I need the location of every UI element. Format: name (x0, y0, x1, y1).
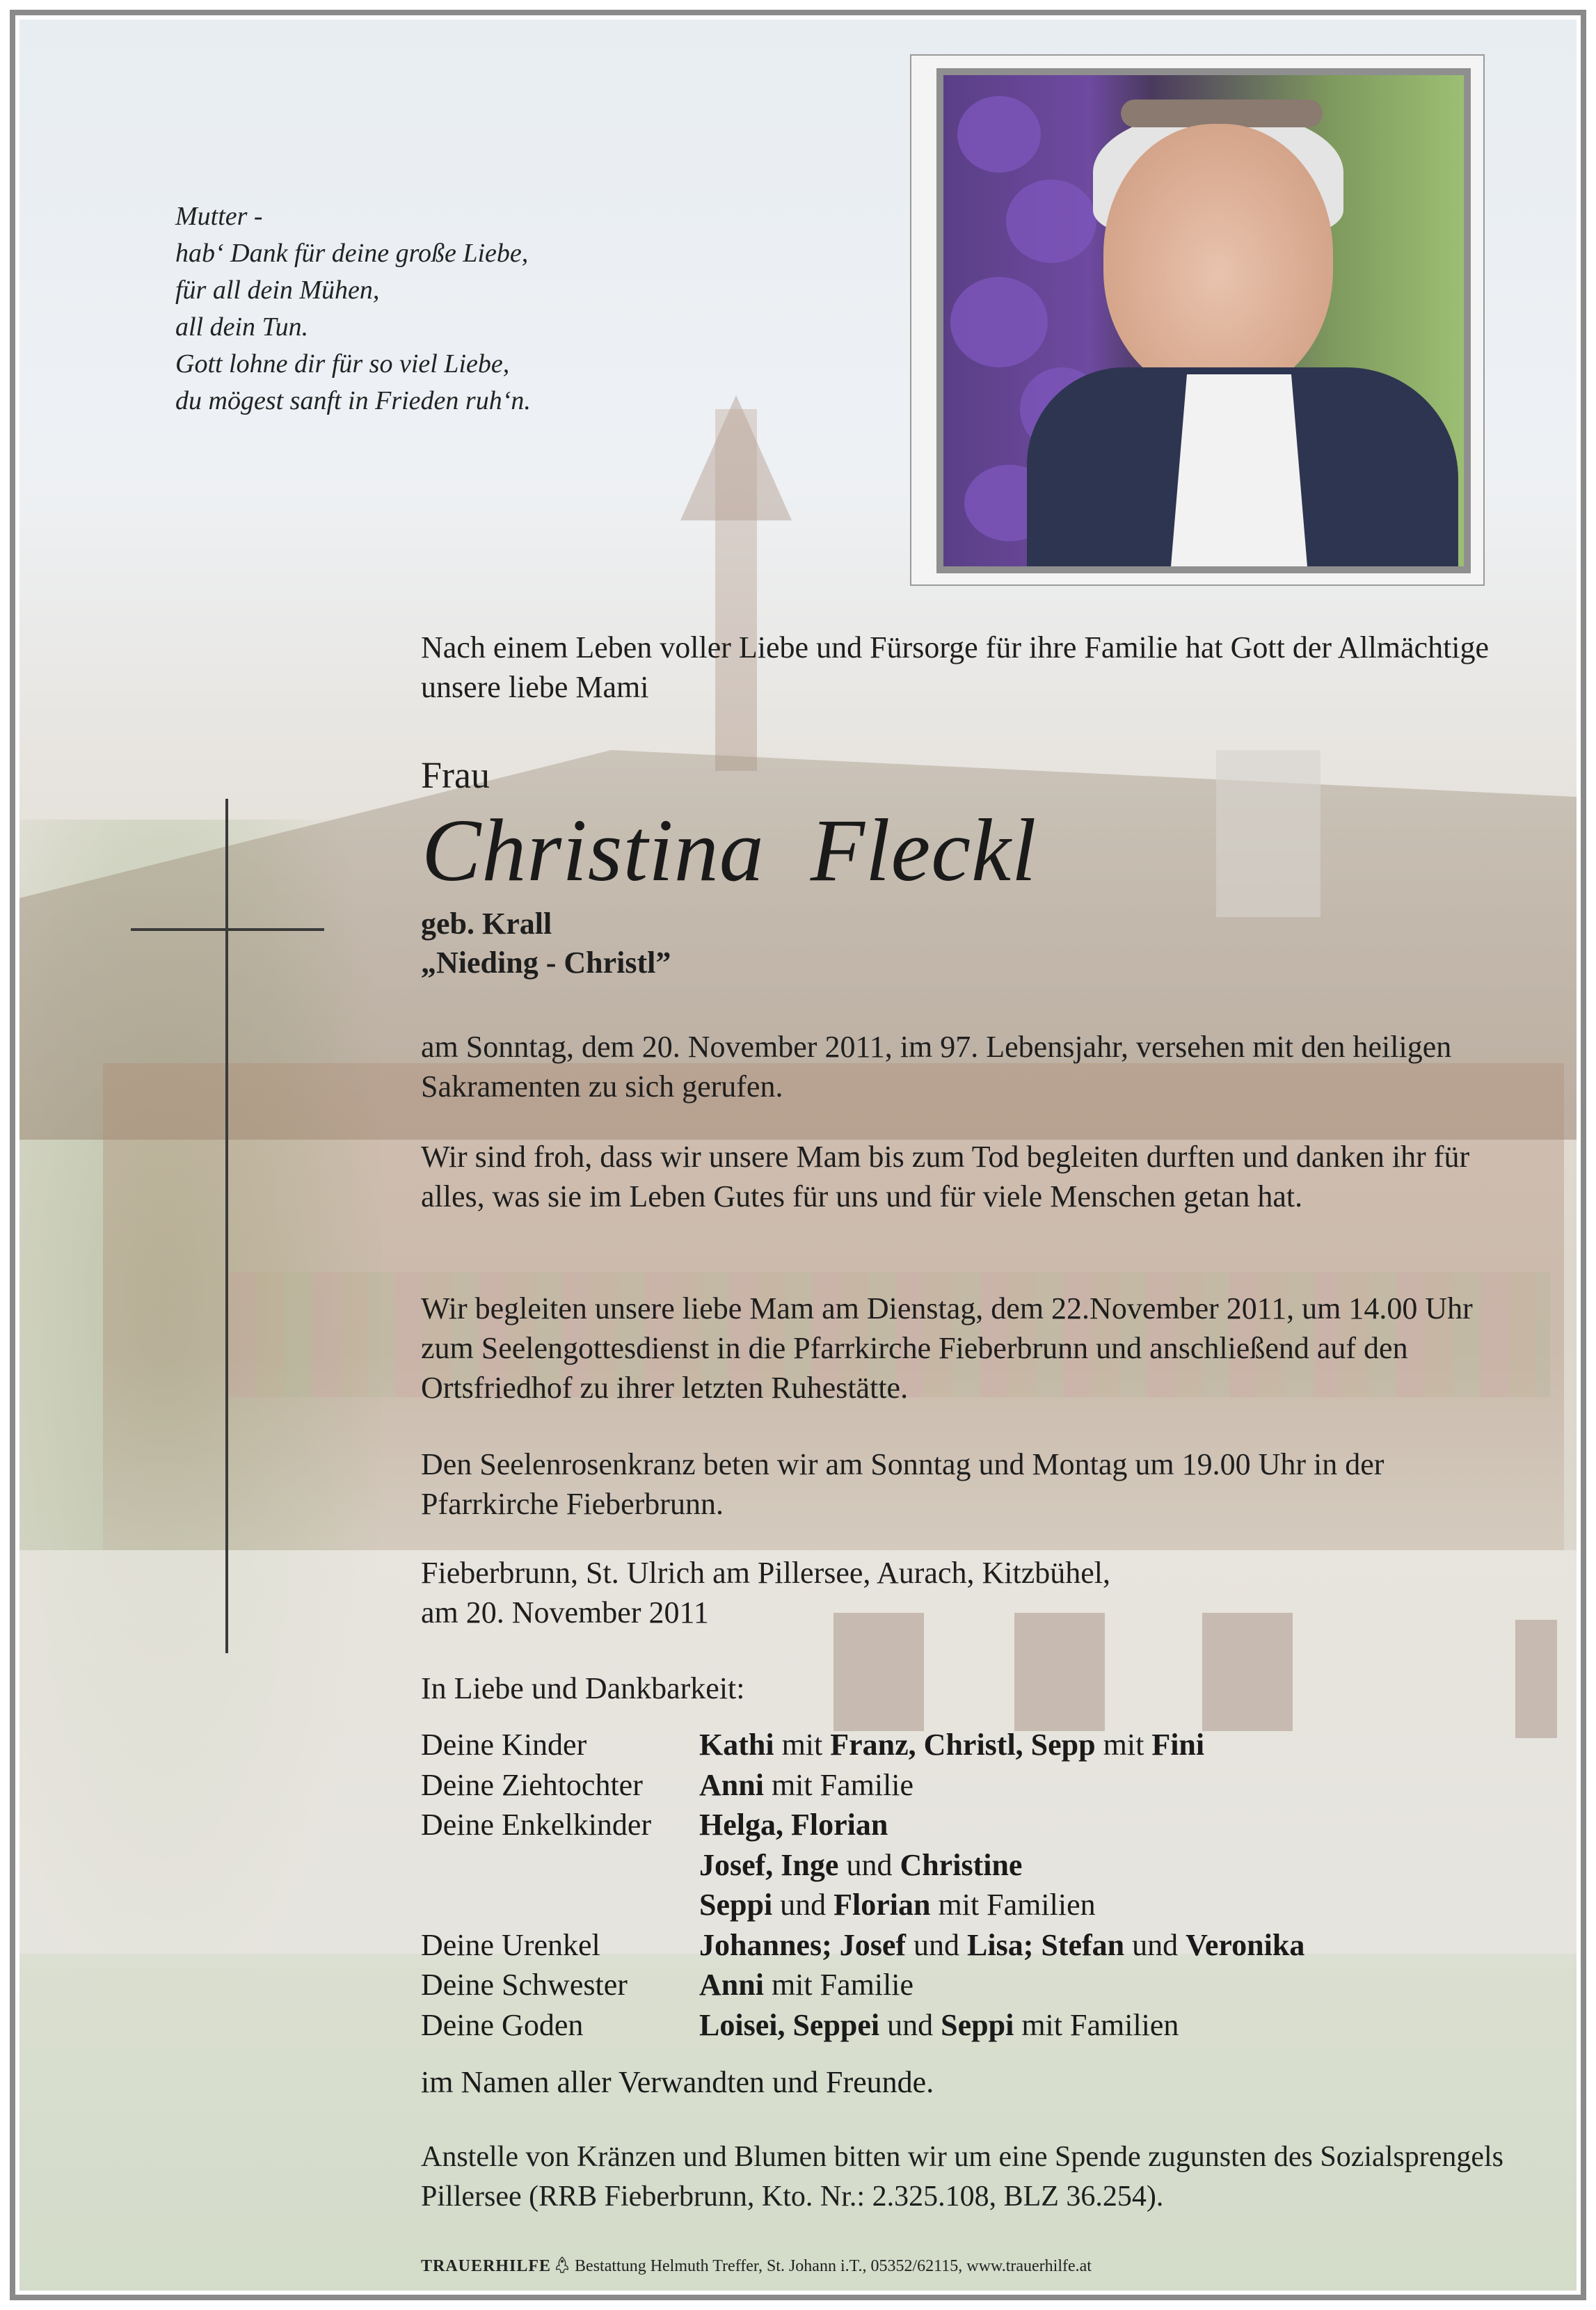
family-row (421, 1805, 1304, 1845)
memorial-poem: Mutter - hab‘ Dank für deine große Liebe, für all dein Mühen, all dein Tun. Gott lohne dir für so viel Liebe, du mögest sanft in Frieden ruh‘n. (175, 202, 531, 415)
death-paragraph: am Sonntag, dem 20. November 2011, im 97. Lebensjahr, versehen mit den heiligen Sakramenten zu sich gerufen. (421, 1030, 1452, 1104)
family-connector: und (906, 1927, 968, 1962)
family-name-bold: Johannes; Josef (699, 1927, 907, 1962)
family-connector: mit Familien (930, 1888, 1096, 1922)
gratitude-paragraph: Wir sind froh, dass wir unsere Mam bis zum Tod begleiten durften und danken ihr für alles, was sie im Leben Gutes für uns und für viele Menschen getan hat. (421, 1140, 1470, 1213)
family-row (421, 1965, 1304, 2005)
thanks-heading: In Liebe und Dankbarkeit: (421, 1671, 745, 1705)
family-row (421, 1725, 1304, 1765)
nickname: „Nieding - Christl” (421, 946, 671, 980)
family-connector: mit (774, 1728, 831, 1762)
family-name-bold: Seppi (699, 1888, 773, 1922)
family-name-bold: Anni (699, 1968, 764, 2002)
family-names (699, 1925, 1304, 1966)
portrait-frame (910, 54, 1485, 586)
family-connector: mit Familie (763, 1968, 914, 2002)
family-relation: Deine Goden (421, 2007, 584, 2042)
deceased-name: Christina Fleckl (422, 801, 1037, 900)
family-connector: und (838, 1847, 900, 1882)
family-relation: Deine Schwester (421, 1968, 628, 2002)
family-list (421, 1725, 1304, 2045)
family-relation: Deine Kinder (421, 1728, 587, 1762)
family-name-bold: Loisei, Seppei (699, 2007, 880, 2042)
birth-name: geb. Krall (421, 907, 552, 941)
family-relation: Deine Urenkel (421, 1927, 600, 1962)
family-relation (421, 1845, 699, 1886)
cross-symbol-horizontal (131, 928, 324, 931)
family-name-bold: Fini (1151, 1728, 1205, 1762)
family-row (421, 1845, 1304, 1886)
family-connector: mit (1095, 1728, 1152, 1762)
funeral-paragraph: Wir begleiten unsere liebe Mam am Dienstag, dem 22.November 2011, um 14.00 Uhr zum Seelengottesdienst in die Pfarrkirche Fieberbrunn und anschließend auf den Ortsfriedhof zu ihrer letzten Ruhestätte. (421, 1291, 1473, 1405)
name-details (421, 905, 1506, 982)
rosary-paragraph: Den Seelenrosenkranz beten wir am Sonntag und Montag um 19.00 Uhr in der Pfarrkirche Fieberbrunn. (421, 1447, 1384, 1521)
family-name-bold: Helga, Florian (699, 1808, 888, 1842)
family-name-bold: Kathi (699, 1728, 774, 1762)
portrait-photo (936, 68, 1471, 573)
family-names (699, 1765, 913, 1806)
family-names (699, 1885, 1096, 1925)
family-connector: und (1124, 1927, 1186, 1962)
family-connector: mit Familie (763, 1767, 914, 1802)
angel-logo-icon (554, 2256, 570, 2277)
family-connector: mit Familien (1014, 2007, 1179, 2042)
family-names (699, 2005, 1179, 2046)
family-names (699, 1805, 888, 1845)
footer (421, 2256, 1092, 2277)
donation-note: Anstelle von Kränzen und Blumen bitten wir um eine Spende zugunsten des Sozialsprengels Pillersee (RRB Fieberbrunn, Kto. Nr.: 2.325.108, BLZ 36.254). (421, 2141, 1503, 2213)
family-connector: und (772, 1888, 834, 1922)
family-row (421, 1925, 1304, 1966)
family-relation: Deine Enkelkinder (421, 1808, 652, 1842)
footer-brand: TRAUERHILFE (421, 2257, 552, 2275)
family-name-bold: Anni (699, 1767, 764, 1802)
family-name-bold: Christine (900, 1847, 1023, 1882)
family-names (699, 1725, 1204, 1765)
background-bell-tower (715, 409, 757, 771)
family-name-bold: Veronika (1186, 1927, 1305, 1962)
family-row (421, 1765, 1304, 1806)
title-prefix: Frau (421, 754, 490, 796)
family-names (699, 1965, 913, 2005)
cross-symbol-vertical (225, 799, 228, 1653)
intro-text: Nach einem Leben voller Liebe und Fürsorge für ihre Familie hat Gott der Allmächtige unsere liebe Mami (421, 630, 1490, 704)
footer-text: Bestattung Helmuth Treffer, St. Johann i.T., 05352/62115, www.trauerhilfe.at (575, 2257, 1092, 2275)
family-name-bold: Josef, Inge (699, 1847, 839, 1882)
family-name-bold: Florian (833, 1888, 931, 1922)
family-row (421, 1885, 1304, 1925)
family-name-bold: Lisa; Stefan (967, 1927, 1125, 1962)
closing-line: im Namen aller Verwandten und Freunde. (421, 2065, 934, 2099)
family-relation (421, 1885, 699, 1925)
family-names (699, 1845, 1022, 1886)
family-name-bold: Franz, Christl, Sepp (830, 1728, 1096, 1762)
family-row (421, 2005, 1304, 2046)
place-date: Fieberbrunn, St. Ulrich am Pillersee, Aurach, Kitzbühel, am 20. November 2011 (421, 1556, 1110, 1630)
family-connector: und (879, 2007, 941, 2042)
family-relation: Deine Ziehtochter (421, 1767, 643, 1802)
family-name-bold: Seppi (941, 2007, 1014, 2042)
